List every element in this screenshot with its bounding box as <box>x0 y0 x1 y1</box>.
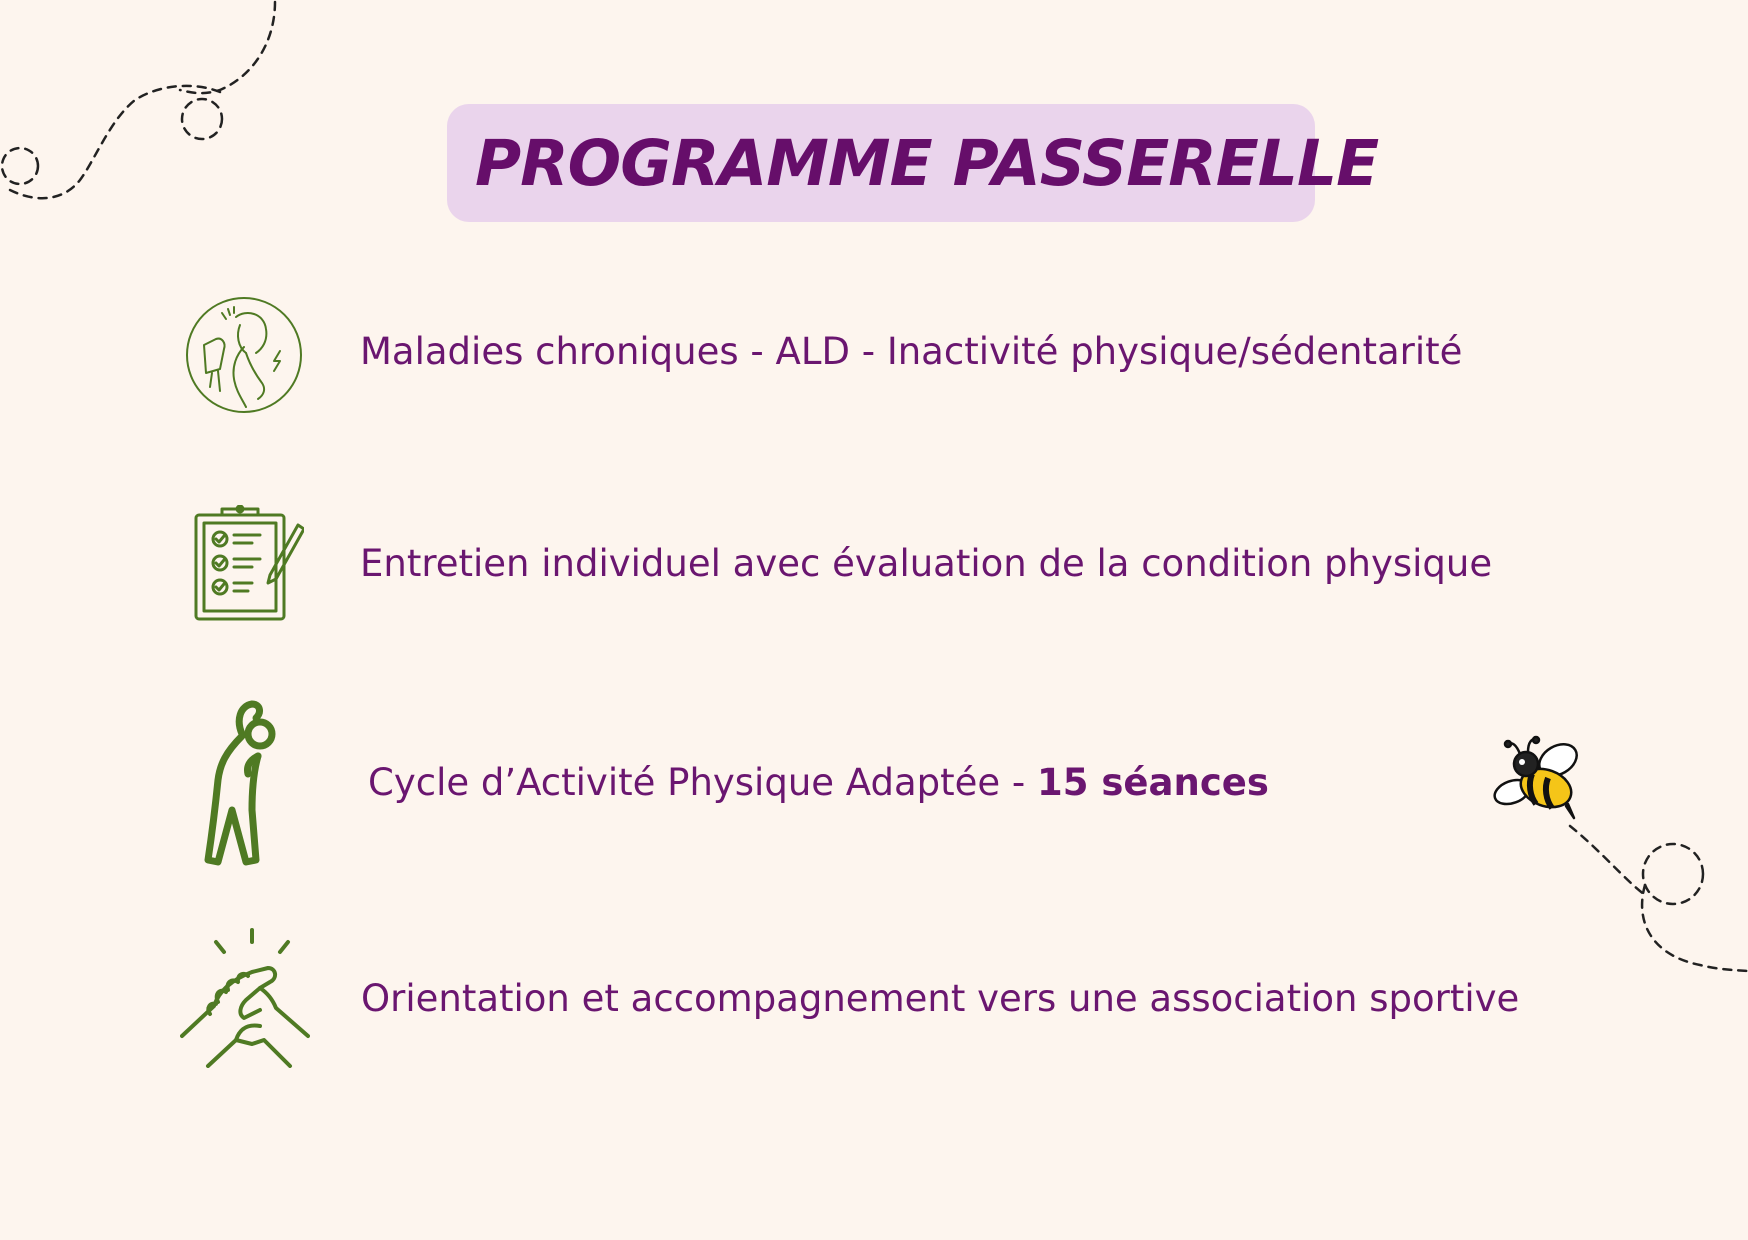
item-text-3: Cycle d’Activité Physique Adaptée - 15 séances <box>368 761 1269 804</box>
stretching-person-icon <box>198 700 290 868</box>
stressed-person-icon <box>184 295 304 415</box>
item-text-4: Orientation et accompagnement vers une association sportive <box>361 977 1520 1020</box>
title-banner <box>447 104 1379 222</box>
item-text-2: Entretien individuel avec évaluation de la condition physique <box>360 542 1493 585</box>
handshake-icon <box>180 928 310 1068</box>
page-title: PROGRAMME PASSERELLE <box>475 126 1379 200</box>
clipboard-checklist-icon <box>192 505 304 621</box>
item-text-1: Maladies chroniques - ALD - Inactivité physique/sédentarité <box>360 330 1463 373</box>
bee-icon <box>1488 734 1598 834</box>
sessions-count: 15 séances <box>1037 761 1269 804</box>
dashed-path-top-left-icon <box>0 0 300 220</box>
